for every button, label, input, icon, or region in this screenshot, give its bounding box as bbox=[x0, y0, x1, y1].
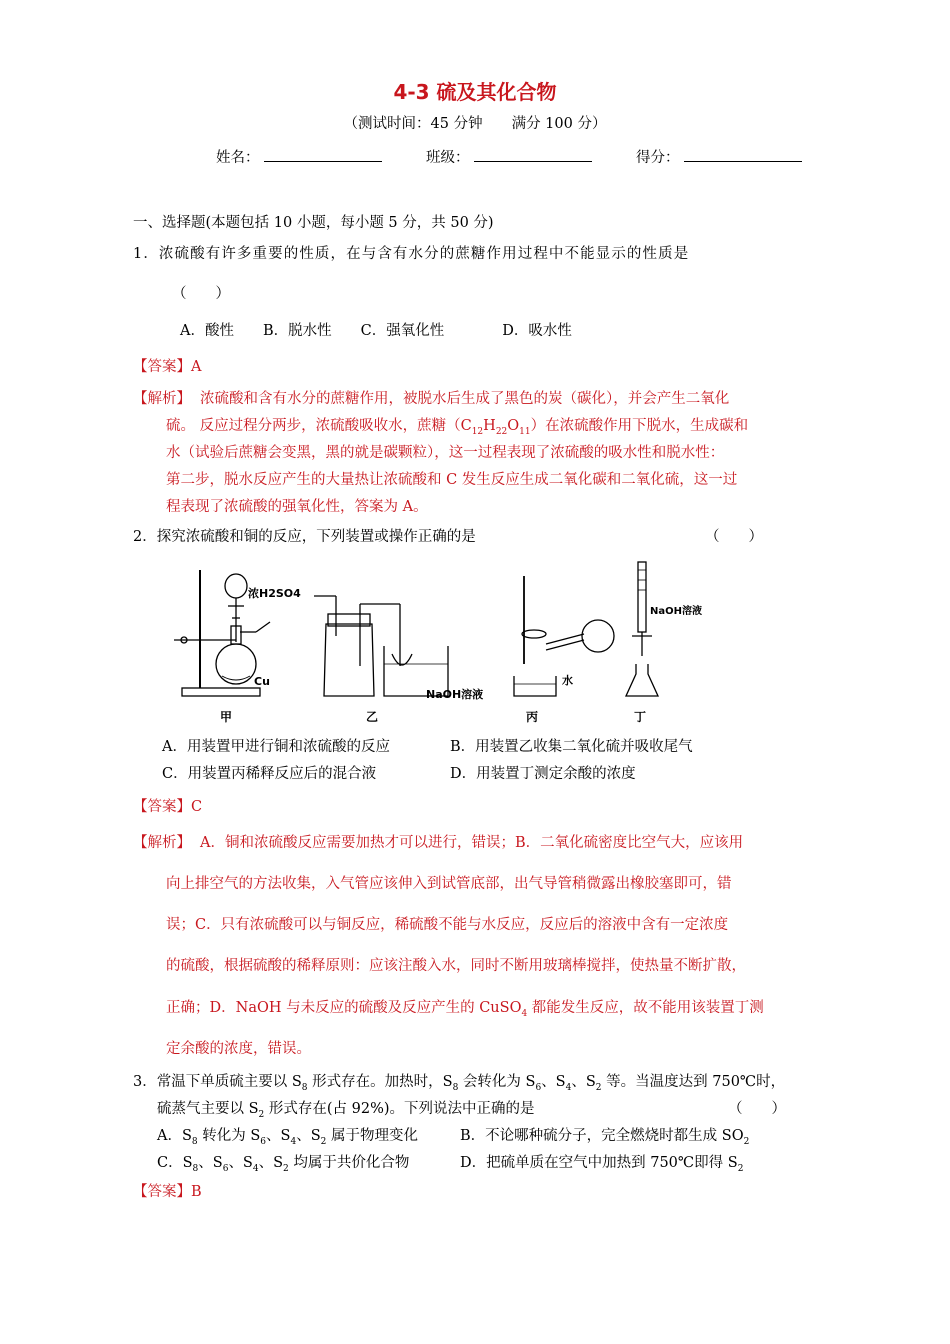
q1-options: A．酸性 B．脱水性 C．强氧化性 D．吸水性 bbox=[180, 323, 572, 339]
q1-analysis-line: 硫。 反应过程分两步，浓硫酸吸收水，蔗糖$(C_{12}H_{22}O_{11})$在浓硫酸作用下脱水，生成碳和 bbox=[166, 418, 749, 437]
q1-analysis-line: 程表现了浓硫酸的强氧化性，答案为 A。 bbox=[166, 499, 428, 515]
q3-option-c: C．$S_8$、$S_6$、$S_4$、$S_2$ 均属于共价化合物 bbox=[157, 1155, 410, 1174]
page-title: 4-3 硫及其化合物 bbox=[393, 80, 557, 104]
q3-stem-line: 3．常温下单质硫主要以 $S_8$ 形式存在。加热时，$S_8$ 会转化为 $S_6$、$S_4$、$S_2$ 等。当温度达到 750℃时， bbox=[133, 1074, 786, 1093]
q3-option-a: A．$S_8$ 转化为 $S_6$、$S_4$、$S_2$ 属于物理变化 bbox=[157, 1128, 418, 1147]
q2-analysis-line: 定余酸的浓度，错误。 bbox=[166, 1041, 311, 1057]
label-ding: 丁 bbox=[634, 710, 647, 724]
q2-analysis-line: 向上排空气的方法收集，入气管应该伸入到试管底部，出气导管稍微露出橡胶塞即可，错 bbox=[166, 876, 732, 892]
apparatus-ding bbox=[626, 562, 702, 724]
label-yi: 乙 bbox=[366, 710, 379, 724]
q3-paren: （ ） bbox=[728, 1101, 786, 1117]
label-cu: Cu bbox=[254, 675, 270, 688]
score-field[interactable] bbox=[636, 147, 802, 168]
q3-option-b: B．不论哪种硫分子，完全燃烧时都生成 $SO_2$ bbox=[460, 1128, 750, 1147]
q1-answer: 【答案】A bbox=[133, 359, 202, 375]
section-heading: 一、选择题(本题包括 10 小题，每小题 5 分，共 50 分) bbox=[133, 215, 494, 231]
class-field[interactable] bbox=[426, 147, 592, 168]
q2-option-d: D．用装置丁测定余酸的浓度 bbox=[450, 766, 636, 782]
label-naoh-d: NaOH溶液 bbox=[650, 606, 702, 617]
q1-analysis-line: 第二步，脱水反应产生的大量热让浓硫酸和 C 发生反应生成二氧化碳和二氧化硫，这一过 bbox=[166, 472, 738, 488]
label-naoh-b: NaOH溶液 bbox=[426, 688, 484, 701]
q3-option-d: D．把硫单质在空气中加热到 750℃即得 $S_2$ bbox=[460, 1155, 744, 1174]
label-water: 水 bbox=[562, 674, 573, 687]
label-acid: 浓H2SO4 bbox=[248, 587, 301, 600]
label-bing: 丙 bbox=[526, 710, 539, 724]
q2-paren: （ ） bbox=[705, 529, 763, 545]
q2-analysis-tag: 【解析】 bbox=[133, 835, 191, 851]
q2-analysis-line: 正确；D．NaOH 与未反应的硫酸及反应产生的 CuSO$_4$ 都能发生反应，故不能用该装置丁测 bbox=[166, 1000, 764, 1019]
class-label: 班级： bbox=[426, 150, 470, 166]
q2-option-a: A．用装置甲进行铜和浓硫酸的反应 bbox=[162, 739, 390, 755]
name-blank[interactable] bbox=[264, 147, 382, 162]
apparatus-figure bbox=[160, 556, 740, 728]
score-blank[interactable] bbox=[684, 147, 802, 162]
apparatus-bing bbox=[514, 576, 614, 724]
label-jia: 甲 bbox=[220, 710, 233, 724]
q2-option-b: B．用装置乙收集二氧化硫并吸收尾气 bbox=[450, 739, 693, 755]
q3-stem-line: 硫蒸气主要以 $S_2$ 形式存在(占 92%)。下列说法中正确的是 bbox=[157, 1101, 535, 1120]
q3-answer: 【答案】B bbox=[133, 1184, 202, 1200]
name-field[interactable] bbox=[216, 147, 382, 168]
name-label: 姓名： bbox=[216, 150, 260, 166]
q2-analysis-line: 误；C．只有浓硫酸可以与铜反应，稀硫酸不能与水反应，反应后的溶液中含有一定浓度 bbox=[166, 917, 729, 933]
q2-analysis-line: A．铜和浓硫酸反应需要加热才可以进行，错误；B．二氧化硫密度比空气大，应该用 bbox=[200, 835, 744, 851]
apparatus-yi bbox=[314, 596, 483, 724]
page-subtitle: （测试时间：45 分钟 满分 100 分） bbox=[343, 116, 607, 132]
q1-paren: （ ） bbox=[172, 286, 230, 302]
apparatus-jia bbox=[174, 570, 301, 724]
q1-stem: 1．浓硫酸有许多重要的性质，在与含有水分的蔗糖作用过程中不能显示的性质是 bbox=[133, 246, 690, 262]
q2-stem: 2．探究浓硫酸和铜的反应，下列装置或操作正确的是 bbox=[133, 529, 476, 545]
q1-analysis-line: 浓硫酸和含有水分的蔗糖作用，被脱水后生成了黑色的炭（碳化），并会产生二氧化 bbox=[200, 391, 730, 407]
q1-analysis-line: 水（试验后蔗糖会变黑，黑的就是碳颗粒），这一过程表现了浓硫酸的吸水性和脱水性： bbox=[166, 445, 725, 461]
q2-answer: 【答案】C bbox=[133, 799, 203, 815]
class-blank[interactable] bbox=[474, 147, 592, 162]
score-label: 得分： bbox=[636, 150, 680, 166]
q2-option-c: C．用装置丙稀释反应后的混合液 bbox=[162, 766, 377, 782]
q1-analysis-tag: 【解析】 bbox=[133, 391, 191, 407]
q2-analysis-line: 的硫酸，根据硫酸的稀释原则：应该注酸入水，同时不断用玻璃棒搅拌，使热量不断扩散， bbox=[166, 958, 746, 974]
